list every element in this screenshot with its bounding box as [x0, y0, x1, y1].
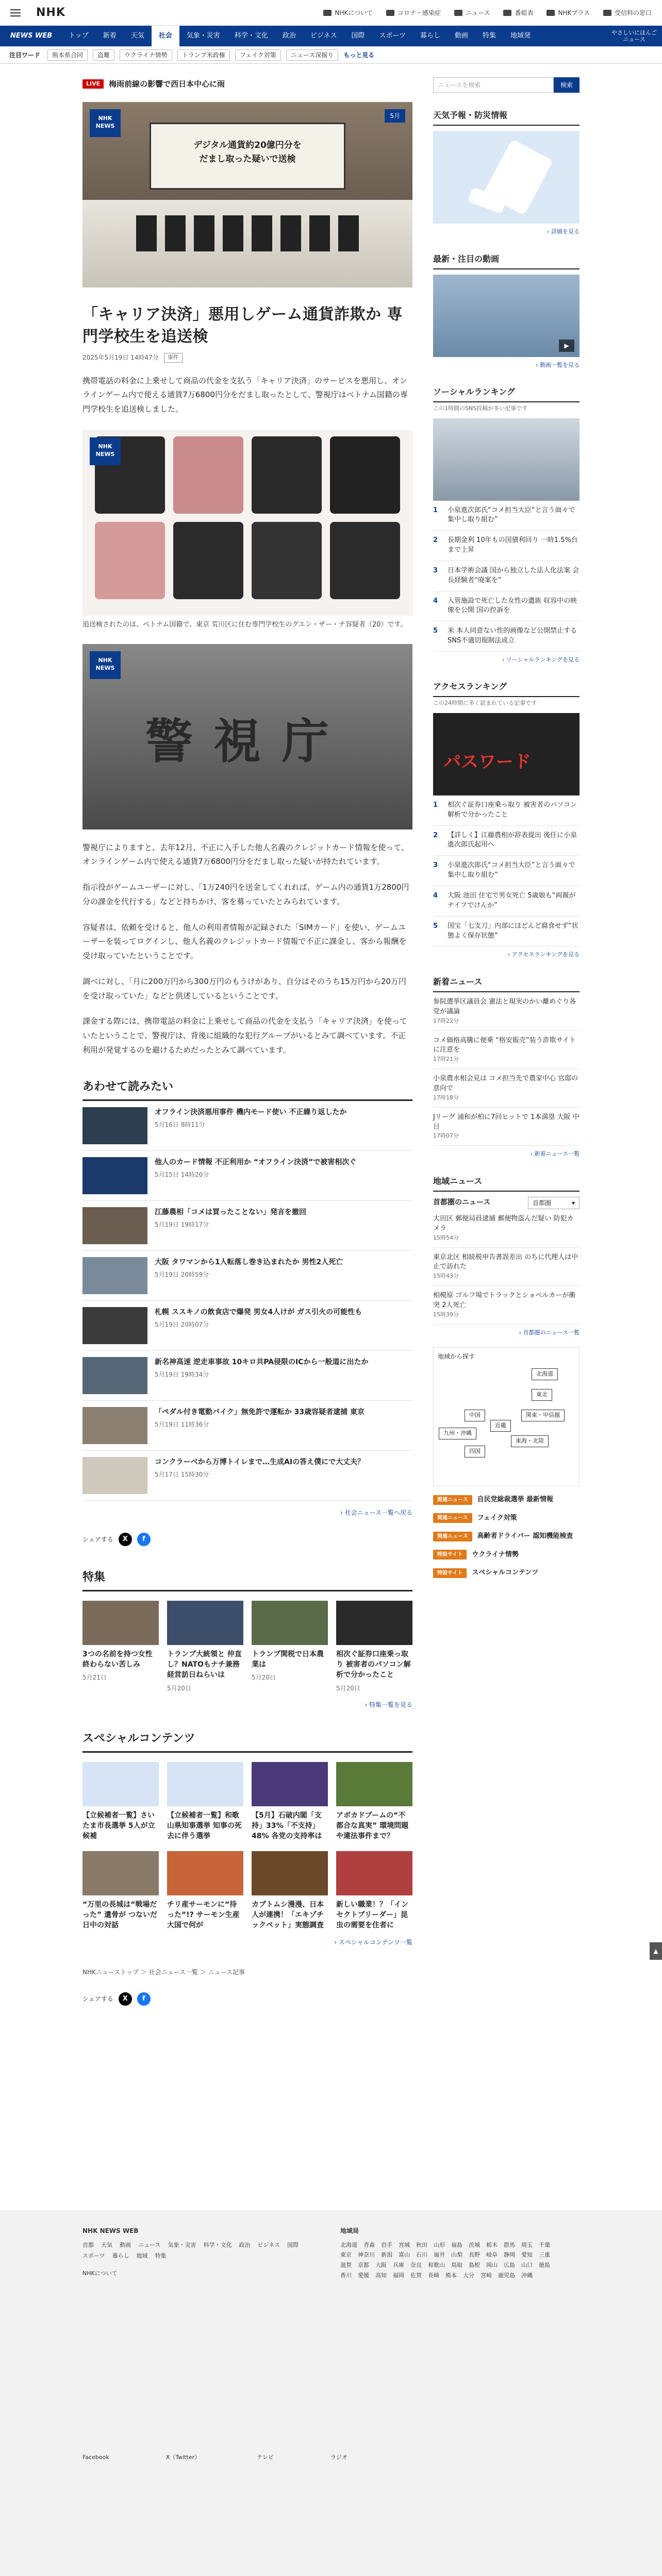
trending-more-link[interactable]: もっと見る — [343, 51, 375, 59]
ranking-item[interactable]: 2 長期金利 10年もの国債利回り 一時1.5%台まで上昇 — [433, 531, 580, 561]
ranking-item[interactable]: 1 相次ぐ証券口座乗っ取り 被害者のパソコン解析で分かったこと — [433, 795, 580, 826]
nav-item-sports[interactable]: スポーツ — [379, 32, 406, 40]
footer-region-link[interactable]: 宮崎 — [481, 2272, 492, 2279]
related-item-date: 5月16日 8時11分 — [155, 1121, 205, 1128]
footer-link[interactable]: 地域 — [136, 2252, 148, 2260]
footer-region-link[interactable]: 兵庫 — [393, 2262, 404, 2269]
footer-region-link[interactable]: 岐阜 — [486, 2251, 498, 2259]
ranking-item[interactable]: 3 日本学術会議 国から独立した法人化法案 会長経験者“廃案を” — [433, 561, 580, 591]
news-item[interactable]: Jリーグ 浦和が柏に7回ヒットで 1本満塁 大阪 中日 17時07分 — [433, 1108, 580, 1146]
thumbnail — [82, 1357, 147, 1394]
footer-region-link[interactable]: 茨城 — [469, 2241, 480, 2248]
main-column — [82, 69, 412, 2006]
ranking-item[interactable]: 5 米 本人同意ない性的画像など公開禁止するSNS不適切規制法成立 — [433, 621, 580, 652]
news-navbar — [0, 26, 662, 46]
date-tag-icon: 5月 — [385, 109, 405, 123]
footer-heading: NHK NEWS WEB — [82, 2227, 139, 2234]
trending-tag[interactable]: トランプ米政権 — [177, 49, 230, 61]
footer-link[interactable]: 暮らし — [112, 2252, 129, 2260]
thumbnail — [82, 1157, 147, 1194]
footer-region-link[interactable]: 埼玉 — [521, 2241, 533, 2248]
footer-region-link[interactable]: 山形 — [434, 2241, 445, 2248]
footer-region-link[interactable]: 富山 — [399, 2251, 410, 2259]
virus-icon — [386, 10, 394, 16]
header-link-about[interactable]: NHKについて — [323, 8, 373, 18]
related-item-date: 5月19日 19時34分 — [155, 1370, 209, 1378]
new-news-link[interactable]: › 新着ニュース一覧 — [530, 1150, 580, 1158]
live-badge: LIVE — [82, 79, 104, 89]
related-item[interactable] — [82, 1401, 412, 1451]
local-news-title: 地域ニュース — [433, 1175, 580, 1192]
footer-link[interactable]: 天気 — [101, 2241, 112, 2248]
region-hokkaido[interactable]: 北海道 — [532, 1368, 558, 1380]
ranking-item[interactable]: 2 【詳しく】江藤農相が辞表提出 後任に小泉進次郎氏起用へ — [433, 826, 580, 856]
easy-japanese-link[interactable]: やさしいにほんご ニュース — [611, 29, 657, 43]
latest-video[interactable] — [433, 275, 580, 357]
footer-region-link[interactable]: 新潟 — [381, 2251, 392, 2259]
thumbnail — [252, 1762, 328, 1806]
footer-region-link[interactable]: 長野 — [469, 2251, 480, 2259]
society-list-link[interactable]: › 社会ニュース一覧へ戻る — [340, 1509, 412, 1516]
region-tokai[interactable]: 東海・北陸 — [511, 1435, 549, 1447]
header-link-plus[interactable]: NHKプラス — [547, 8, 590, 18]
article-paragraph: 調べに対し、「月に200万円から300万円のもうけがあり、自分はそのうち15万円から20万円を受け取っていた」などと供述しているということです。 — [82, 976, 406, 1001]
hero-sign: デジタル通貨約20億円分を だまし取った疑いで送検 — [150, 123, 345, 190]
search-input[interactable]: ニュースを検索 — [433, 77, 554, 93]
footer-region-link[interactable]: 千葉 — [539, 2241, 550, 2248]
article-meta — [82, 353, 412, 363]
footer-region-link[interactable]: 大分 — [463, 2272, 474, 2279]
related-item-title: 江藤農相「コメは買ったことない」発言を撤回 — [155, 1208, 306, 1216]
nav-item-intl[interactable]: 国際 — [351, 32, 365, 40]
footer-heading: 地域局 — [340, 2227, 359, 2234]
ranking-item[interactable]: 4 大阪 池田 住宅で男女死亡 5歳娘も“両親がナイフでけんか” — [433, 886, 580, 917]
thumbnail — [336, 1762, 412, 1806]
related-item-title: 新名神高速 逆走車事故 10キロ共PA侵限のICから一般道に出たか — [155, 1358, 369, 1366]
header-link-fee[interactable]: 受信料の窓口 — [603, 8, 652, 18]
region-tohoku[interactable]: 東北 — [532, 1389, 552, 1401]
special-title: スペシャルコンテンツ — [82, 1730, 412, 1753]
trending-tag[interactable]: 熊本県合同 — [47, 49, 88, 61]
ranking-item[interactable]: 5 国宝「七支刀」内部にほどんど腐食せず“状態よく保存状態” — [433, 917, 580, 947]
tv-icon — [503, 10, 511, 16]
weather-title: 天気予報・防災情報 — [433, 109, 580, 126]
footer-region-link[interactable]: 神奈川 — [358, 2251, 375, 2259]
footer-link[interactable]: ビジネス — [257, 2241, 280, 2248]
related-item-date: 5月17日 15時30分 — [155, 1470, 209, 1478]
related-item-date: 5月19日 20時07分 — [155, 1320, 209, 1328]
topic-link[interactable]: 関連ニュース フェイク対策 — [433, 1513, 580, 1523]
social-ranking-title: ソーシャルランキング — [433, 386, 580, 402]
news-web-brand[interactable]: NEWS WEB — [10, 32, 53, 40]
news-item[interactable]: 参院選挙区議員会 憲法と現実のかい離めぐり各党が議論 17時22分 — [433, 992, 580, 1031]
related-item-title: 大阪 タワマンから1人転落し巻き込まれたか 男性2人死亡 — [155, 1258, 343, 1266]
footer-region-link[interactable]: 東京 — [340, 2251, 352, 2259]
footer-region-link[interactable]: 北海道 — [340, 2241, 357, 2248]
article-paragraph: 警視庁によりますと、去年12月、不正に入手した他人名義のクレジットカード情報を使って、オンラインゲーム内で使える通貨7万6800円分をだまし取った疑いが持たれています。 — [82, 842, 409, 867]
header-link-program[interactable]: 番組表 — [503, 8, 533, 18]
nav-item-politics[interactable]: 政治 — [282, 32, 296, 40]
trending-label: 注目ワード — [9, 51, 41, 59]
footer-sns — [82, 2452, 577, 2463]
trending-tag[interactable]: ニュース深掘り — [286, 49, 338, 61]
live-banner[interactable] — [82, 76, 412, 92]
thumbnail — [82, 1257, 147, 1294]
breadcrumb-item[interactable]: NHKニューストップ — [82, 1969, 139, 1976]
article-category[interactable]: 事件 — [164, 353, 183, 363]
special-card[interactable]: カブトムシ漫漫、日本人が連携！「エキゾチックペット」実態調査 — [252, 1851, 328, 1931]
trending-tag[interactable]: フェイク対策 — [235, 49, 281, 61]
ranking-item[interactable]: 1 小泉進次郎氏“コメ担当大臣”と言う面々で集中し取り組む” — [433, 501, 580, 531]
footer-link[interactable]: 科学・文化 — [203, 2241, 232, 2248]
page-top-button[interactable]: ▲ — [650, 1942, 662, 1960]
thumbnail — [82, 1207, 147, 1244]
nav-item-life[interactable]: 暮らし — [420, 32, 440, 40]
nav-item-disaster[interactable]: 気象・災害 — [186, 32, 220, 40]
news-item[interactable]: コメ価格高騰に便乗 “格安販売”装う詐欺サイトに注意を 17時21分 — [433, 1031, 580, 1070]
footer-region-link[interactable]: 滋賀 — [340, 2262, 352, 2269]
article-paragraph: 指示役がゲームユーザーに対し、「1万240円を送金してくれれば、ゲーム内の通貨1万2800円分の課金を代行する」などと持ちかけ、客を募っていたとみられています。 — [82, 883, 409, 906]
ranking-item[interactable]: 4 入管施設で死亡した女性の遺族 収容中の映像を公開 国の控訴を — [433, 591, 580, 622]
nav-item-new[interactable]: 新着 — [103, 32, 117, 40]
footer-tv[interactable]: テレビ — [257, 2454, 274, 2461]
special-card[interactable]: アボカドブームの“不都合な真実” 環境問題や違法事件まで？ — [336, 1762, 412, 1842]
share-bar — [82, 1533, 412, 1546]
footer-link[interactable]: 首都 — [82, 2241, 94, 2248]
topic-link[interactable]: 関連ニュース 高齢者ドライバー 認知機能検査 — [433, 1531, 580, 1541]
feature-card[interactable]: 相次ぐ証券口座乗っ取り 被害者のパソコン解析で分かったこと 5月20日 — [336, 1601, 412, 1693]
evidence-table — [82, 200, 412, 287]
footer-region-link[interactable]: 奈良 — [410, 2262, 422, 2269]
footer-link[interactable]: 政治 — [239, 2241, 251, 2248]
access-ranking-link[interactable]: › アクセスランキングを見る — [507, 951, 580, 958]
thumbnail — [82, 1307, 147, 1344]
footer-region-link[interactable]: 長崎 — [428, 2272, 439, 2279]
share-label: シェアする — [82, 1995, 113, 2003]
new-news-title: 新着ニュース — [433, 976, 580, 992]
feature-section — [82, 1569, 412, 1709]
footer-region-link[interactable]: 青森 — [363, 2241, 375, 2248]
trending-tag[interactable]: 盗難 — [93, 49, 114, 61]
region-select[interactable]: 首都圏 ▾ — [528, 1197, 580, 1209]
region-map-title: 地域から探す — [438, 1353, 475, 1361]
topic-link[interactable]: 特設サイト スペシャルコンテンツ — [433, 1568, 580, 1578]
access-ranking-note: この24時間に多く読まれている記事です — [433, 700, 537, 707]
related-item[interactable] — [82, 1251, 412, 1301]
thumbnail — [167, 1601, 243, 1645]
video-list-link[interactable]: › 動画一覧を見る — [536, 361, 580, 368]
weather-map[interactable] — [433, 131, 580, 224]
thumbnail — [82, 1407, 147, 1444]
footer-region-link[interactable]: 山梨 — [451, 2251, 462, 2259]
footer-link[interactable]: スポーツ — [82, 2252, 105, 2260]
footer-region-link[interactable]: 三重 — [539, 2251, 550, 2259]
footer-link[interactable]: 特集 — [155, 2252, 167, 2260]
footer — [0, 2210, 662, 2576]
breadcrumb-current: ニュース記事 — [208, 1969, 245, 1976]
related-section — [82, 1078, 412, 1517]
related-item[interactable] — [82, 1451, 412, 1501]
special-card[interactable]: 新しい職業！？「インセクトブリーダー」昆虫の需要を住者に — [336, 1851, 412, 1931]
region-kinki[interactable]: 近畿 — [490, 1420, 511, 1432]
facebook-share-icon[interactable]: f — [137, 1992, 151, 2006]
related-item-title: 「ペダル付き電動バイク」無免許で運転か 33歳容疑者逮捕 東京 — [155, 1408, 365, 1416]
nav-item-video[interactable]: 動画 — [454, 32, 468, 40]
feature-list-link[interactable]: › 特集一覧を見る — [365, 1701, 412, 1708]
related-item[interactable] — [82, 1101, 412, 1151]
footer-link[interactable]: NHKについて — [82, 2270, 118, 2277]
feature-card[interactable]: 3つの名前を持つ女性 終わらない苦しみ 5月21日 — [82, 1601, 159, 1693]
nhk-logo[interactable]: NHK — [36, 6, 65, 19]
footer-region-link[interactable]: 大阪 — [375, 2262, 387, 2269]
thumbnail — [167, 1762, 243, 1806]
topic-link[interactable]: 特設サイト ウクライナ情勢 — [433, 1550, 580, 1560]
footer-region-link[interactable]: 山口 — [521, 2262, 533, 2269]
region-chugoku[interactable]: 中国 — [465, 1410, 485, 1421]
breadcrumb: NHKニューストップ ＞ 社会ニュース一覧 ＞ ニュース記事 — [82, 1969, 245, 1976]
footer-x[interactable]: X（Twitter） — [166, 2454, 201, 2461]
play-icon: ▶ — [559, 340, 574, 352]
region-map — [433, 1347, 580, 1486]
article-paragraph: 容疑者は、依頼を受けると、他人の利用者情報が記録された「SIMカード」を使い、ゲームユーザーを装ってログインし、他人名義のクレジットカード情報で不正に課金し、客から報酬を受け取っていたということです。 — [82, 922, 407, 961]
thumbnail — [82, 1601, 159, 1645]
footer-region-link[interactable]: 熊本 — [445, 2272, 457, 2279]
trending-words — [0, 46, 662, 64]
nav-item-top[interactable]: トップ — [69, 32, 89, 40]
topic-link[interactable]: 関連ニュース 自民党総裁選挙 最新情報 — [433, 1495, 580, 1505]
nhk-news-mark: NHK NEWS — [90, 651, 121, 679]
footer-col-nhk-news — [82, 2226, 299, 2279]
thumbnail — [336, 1601, 412, 1645]
thumbnail — [82, 1762, 159, 1806]
access-ranking-title: アクセスランキング — [433, 681, 580, 697]
news-item[interactable]: 相模原 ゴルフ場でトラックとショベルカーが衝突 2人死亡 15時39分 — [433, 1286, 580, 1325]
footer-col-regions — [340, 2226, 557, 2281]
mpd-sign-image — [82, 644, 412, 829]
sidebar — [433, 69, 580, 1578]
footer-region-link[interactable]: 福岡 — [393, 2272, 404, 2279]
nav-item-science[interactable]: 科学・文化 — [234, 32, 268, 40]
related-item[interactable] — [82, 1301, 412, 1351]
footer-region-link[interactable]: 岩手 — [381, 2241, 392, 2248]
footer-region-link[interactable]: 佐賀 — [410, 2272, 422, 2279]
footer-region-link[interactable]: 群馬 — [504, 2241, 515, 2248]
thumbnail — [82, 1851, 159, 1895]
hero-image — [82, 102, 412, 287]
x-share-icon[interactable]: X — [119, 1533, 132, 1546]
related-item-title: コンクラーベから万博トイレまで…生成AIの答え僕にで大丈夫？ — [155, 1458, 365, 1466]
search-box — [433, 77, 580, 93]
news-item[interactable]: 小泉農水相会見は コメ担当先で農家中心 官邸の意向で 17時18分 — [433, 1069, 580, 1108]
footer-region-link[interactable]: 島根 — [469, 2262, 480, 2269]
thumbnail — [167, 1851, 243, 1895]
feature-card[interactable]: トランプ大統領と 仲直し？NATOもナチ兼務経営訪日ねらいは 5月20日 — [167, 1601, 243, 1693]
footer-facebook[interactable]: Facebook — [82, 2454, 109, 2461]
footer-link[interactable]: 動画 — [120, 2241, 131, 2248]
related-item-title: 札幌 ススキノの飲食店で爆発 男女4人けが ガス引火の可能性も — [155, 1308, 362, 1316]
article-date: 2025年5月19日 14時47分 — [82, 354, 159, 362]
related-title: あわせて読みたい — [82, 1078, 412, 1101]
share-label: シェアする — [82, 1535, 113, 1543]
menu-icon[interactable] — [10, 9, 21, 16]
footer-region-link[interactable]: 広島 — [504, 2262, 515, 2269]
play-icon — [547, 10, 555, 16]
local-news-link[interactable]: › 首都圏のニュース一覧 — [519, 1329, 580, 1336]
local-news-header — [433, 1197, 580, 1209]
footer-region-link[interactable]: 京都 — [358, 2262, 369, 2269]
phones-image — [82, 430, 412, 616]
thumbnail — [252, 1851, 328, 1895]
footer-region-link[interactable]: 栃木 — [486, 2241, 498, 2248]
nav-item-feature[interactable]: 特集 — [483, 32, 496, 40]
weather-more-link[interactable]: › 詳細を見る — [547, 228, 580, 235]
related-item-date: 5月19日 20時59分 — [155, 1270, 209, 1278]
footer-region-link[interactable]: 徳島 — [539, 2262, 550, 2269]
header-link-covid[interactable]: コロナ・感染症 — [386, 8, 441, 18]
special-card[interactable]: 【5月】石破内閣「支持」33%「不支持」48% 各党の支持率は — [252, 1762, 328, 1842]
footer-link[interactable]: 国際 — [287, 2241, 299, 2248]
chevron-down-icon: ▾ — [571, 1199, 575, 1207]
ranking-item[interactable]: 3 小泉進次郎氏“コメ担当大臣”と言う面々で集中し取り組む” — [433, 856, 580, 886]
thumbnail — [336, 1851, 412, 1895]
news-item[interactable]: 東京北区 相続税申告書誤差出 のちに代理人は中止で訪れた 15時43分 — [433, 1248, 580, 1286]
special-card[interactable]: 【立候補者一覧】さいたま市長選挙 5人が立候補 — [82, 1762, 159, 1842]
nhk-news-mark: NHK NEWS — [90, 437, 121, 465]
thumbnail — [82, 1457, 147, 1494]
article-paragraph: 課金する際には、携帯電話の料金に上乗せして商品の代金を支払う「キャリア決済」を使っていたということで、警視庁は、背後に組織的な犯行グループがいるとみて調べています。不正利用が発覚するのを避けるためだったとみて調べています。 — [82, 1016, 408, 1055]
footer-link[interactable]: 気象・災害 — [168, 2241, 196, 2248]
footer-region-link[interactable]: 静岡 — [504, 2251, 515, 2259]
nav-item-weather[interactable]: 天気 — [130, 32, 144, 40]
footer-region-link[interactable]: 福井 — [434, 2251, 445, 2259]
image-caption: 追送検されたのは、ベトナム国籍で、東京 荒川区に住む専門学校生のグエン・ザー・チ容疑者（20）です。 — [82, 620, 407, 629]
news-icon — [454, 10, 462, 16]
social-ranking-image — [433, 418, 580, 501]
special-section — [82, 1730, 412, 1947]
info-icon — [323, 10, 332, 16]
footer-link[interactable]: ニュース — [138, 2241, 161, 2248]
footer-region-link[interactable]: 秋田 — [416, 2241, 427, 2248]
search-button[interactable]: 検索 — [554, 77, 580, 93]
article-title: 「キャリア決済」悪用しゲーム通貨詐欺か 専門学校生を追送検 — [82, 306, 403, 346]
footer-region-link[interactable]: 愛知 — [521, 2251, 533, 2259]
footer-region-link[interactable]: 宮城 — [399, 2241, 410, 2248]
footer-region-link[interactable]: 福島 — [451, 2241, 462, 2248]
footer-region-link[interactable]: 和歌山 — [428, 2262, 445, 2269]
mpd-sign-text: 警視庁 — [145, 713, 350, 769]
related-item-date: 5月15日 14時20分 — [155, 1171, 209, 1178]
article-paragraph: 携帯電話の料金に上乗せして商品の代金を支払う「キャリア決済」のサービスを悪用し、オンラインゲーム内で使える通貨7万6800円分をだまし取ったとして、警視庁はベトナム国籍の専門学校生を追送検しました。 — [82, 376, 408, 414]
region-kyushu[interactable]: 九州・沖縄 — [439, 1428, 476, 1439]
thumbnail — [82, 1107, 147, 1144]
footer-region-link[interactable]: 愛媛 — [358, 2272, 369, 2279]
news-item[interactable]: 大田区 郵便局員逮捕 郵便物盗んだ疑い 防犯カメラ 15時54分 — [433, 1209, 580, 1248]
footer-region-link[interactable]: 岡山 — [486, 2262, 498, 2269]
region-shikoku[interactable]: 四国 — [465, 1446, 485, 1458]
feature-card[interactable]: トランプ関税で日本農業は 5月20日 — [252, 1601, 328, 1693]
footer-region-link[interactable]: 鹿児島 — [498, 2272, 515, 2279]
footer-region-link[interactable]: 沖縄 — [521, 2272, 533, 2279]
social-ranking-link[interactable]: › ソーシャルランキングを見る — [502, 656, 580, 663]
nav-item-region[interactable]: 地域発 — [510, 32, 531, 40]
nhk-news-mark: NHK NEWS — [90, 109, 121, 137]
special-card[interactable]: チリ産サーモンに“待った”!? サーモン生産大国で何が — [167, 1851, 243, 1931]
share-bar — [82, 1992, 412, 2006]
footer-radio[interactable]: ラジオ — [330, 2454, 347, 2461]
live-text: 梅雨前線の影響で西日本中心に雨 — [109, 79, 225, 89]
thumbnail — [252, 1601, 328, 1645]
special-list-link[interactable]: › スペシャルコンテンツ一覧 — [334, 1939, 412, 1946]
x-share-icon[interactable]: X — [119, 1992, 132, 2006]
latest-video-title: 最新・注目の動画 — [433, 253, 580, 269]
footer-region-link[interactable]: 高知 — [375, 2272, 387, 2279]
special-card[interactable]: 【立候補者一覧】和歌山県知事選挙 知事の死去に伴う選挙 — [167, 1762, 243, 1842]
global-header — [0, 0, 662, 26]
nav-item-business[interactable]: ビジネス — [310, 32, 337, 40]
related-item-title: 他人のカード情報 不正利用か “オフライン決済”で被害相次ぐ — [155, 1158, 357, 1166]
social-ranking-note: この1時間のSNS投稿が多い記事です — [433, 405, 528, 412]
trending-tag[interactable]: ウクライナ情勢 — [120, 49, 172, 61]
special-card[interactable]: “万里の長城は“戦場だった” 遺骨が つないだ日中の対話 — [82, 1851, 159, 1931]
related-item-date: 5月19日 19時17分 — [155, 1221, 209, 1228]
footer-region-link[interactable]: 鳥取 — [451, 2262, 462, 2269]
local-news-subtitle: 首都圏のニュース — [433, 1198, 491, 1207]
related-item[interactable] — [82, 1201, 412, 1251]
related-item-title: オフライン決済悪用事件 機内モード使い 不正繰り返したか — [155, 1108, 347, 1116]
related-item-date: 5月19日 11時36分 — [155, 1420, 209, 1428]
header-link-news[interactable]: ニュース — [454, 8, 490, 18]
nav-item-society[interactable]: 社会 — [152, 26, 179, 46]
access-ranking-image: パスワード — [433, 713, 580, 795]
yen-icon — [603, 10, 611, 16]
feature-title: 特集 — [82, 1569, 412, 1591]
facebook-share-icon[interactable]: f — [137, 1533, 151, 1546]
region-kanto[interactable]: 関東・甲信越 — [521, 1410, 565, 1421]
footer-region-link[interactable]: 香川 — [340, 2272, 352, 2279]
header-links — [323, 8, 652, 18]
related-item[interactable] — [82, 1151, 412, 1201]
related-item[interactable] — [82, 1351, 412, 1401]
breadcrumb-item[interactable]: 社会ニュース一覧 — [148, 1969, 198, 1976]
footer-region-link[interactable]: 石川 — [416, 2251, 427, 2259]
